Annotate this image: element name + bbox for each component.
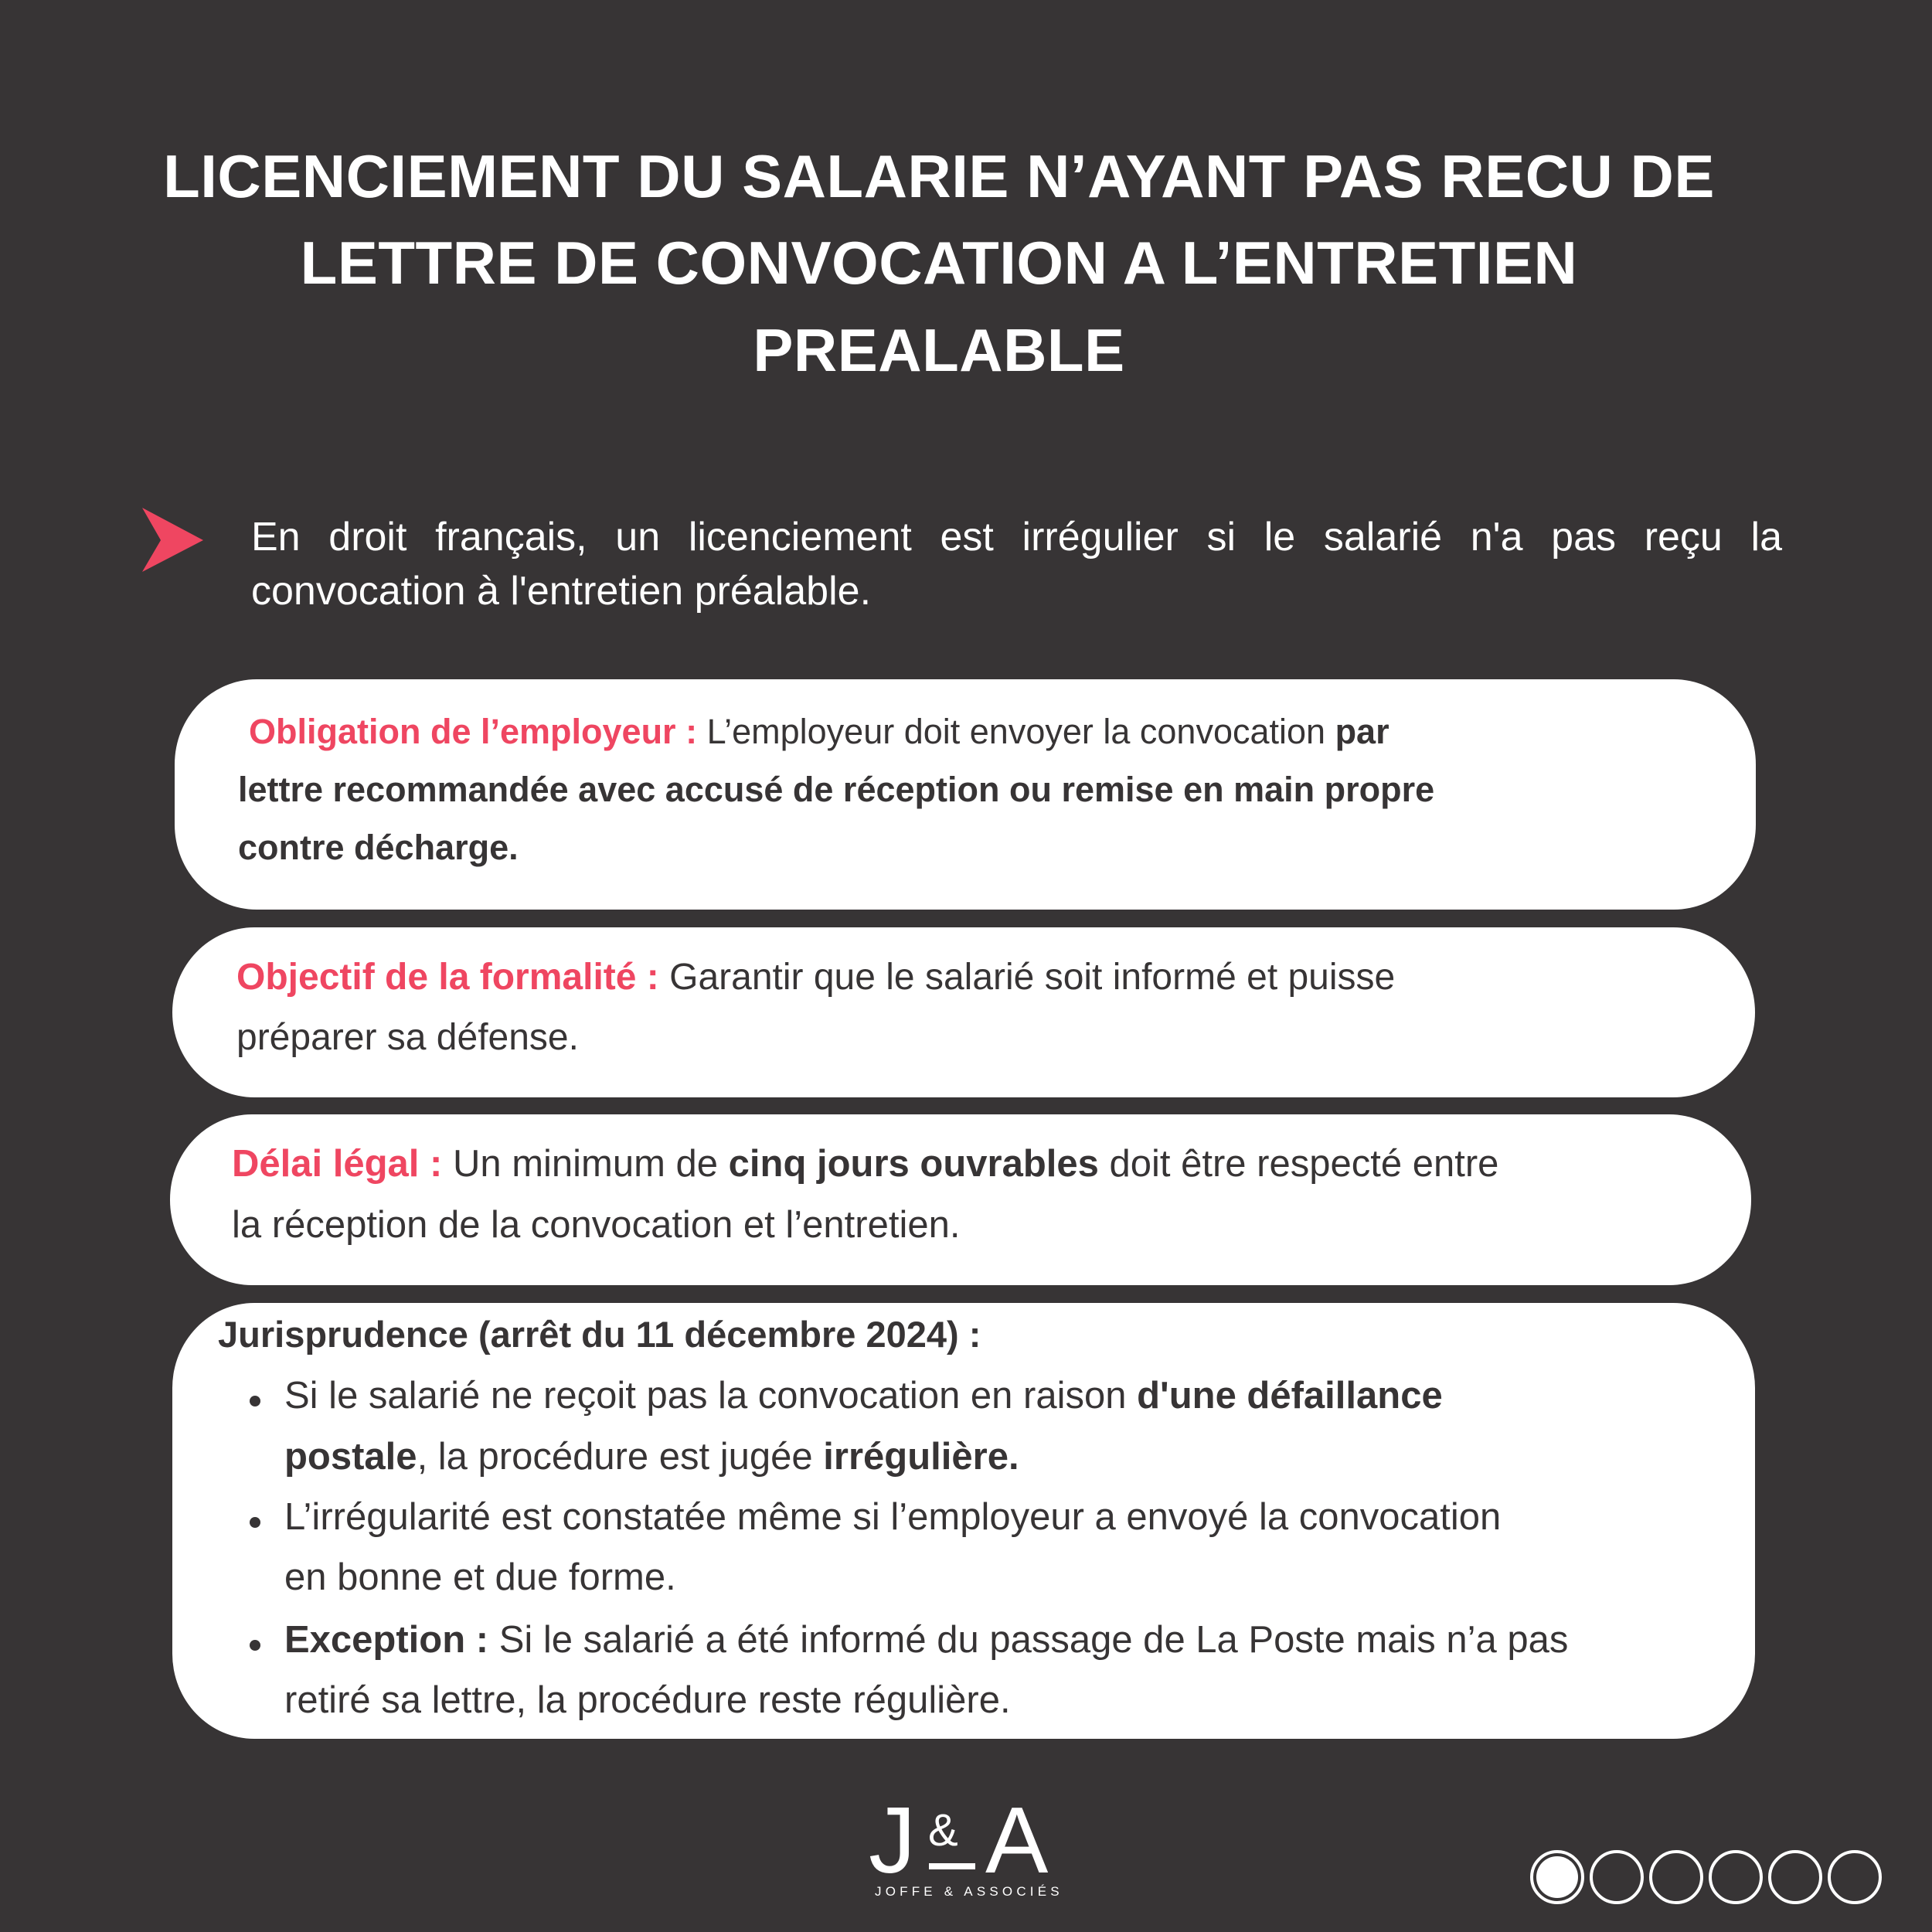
card-label: Délai légal : xyxy=(232,1143,443,1185)
page-dot-6[interactable] xyxy=(1828,1850,1882,1904)
card-line xyxy=(284,1438,1019,1476)
card-line xyxy=(236,959,1395,996)
page-dot-1-active[interactable] xyxy=(1530,1850,1584,1904)
card-bold-text: d'une défaillance xyxy=(1137,1375,1443,1417)
bullet-icon xyxy=(250,1640,260,1651)
card-bold-text: cinq jours ouvrables xyxy=(728,1143,1099,1185)
logo-ampersand: & xyxy=(928,1805,958,1855)
card-label: Jurisprudence (arrêt du 11 décembre 2024) : xyxy=(218,1314,981,1355)
card-label: Obligation de l’employeur : xyxy=(249,712,698,751)
title-line-3: PREALABLE xyxy=(753,316,1125,384)
page-dot-5[interactable] xyxy=(1768,1850,1822,1904)
card-text: préparer sa défense. xyxy=(236,1017,579,1058)
intro-text-line-2: convocation à l'entretien préalable. xyxy=(251,569,872,614)
bullet-icon xyxy=(250,1396,260,1406)
card-legal-delay xyxy=(170,1114,1751,1285)
card-bold-text: postale xyxy=(284,1436,417,1478)
card-text: doit être respecté entre xyxy=(1098,1143,1499,1185)
card-formality-objective xyxy=(172,927,1755,1097)
card-label: Objectif de la formalité : xyxy=(236,957,659,998)
logo-company-name: JOFFE & ASSOCIÉS xyxy=(875,1884,1063,1899)
page-dot-4[interactable] xyxy=(1709,1850,1763,1904)
card-bold-text: contre décharge. xyxy=(238,828,519,867)
card-employer-obligation xyxy=(175,679,1756,910)
pagination-dots xyxy=(1530,1850,1882,1904)
company-logo xyxy=(858,1787,1074,1909)
card-bold-text: irrégulière. xyxy=(823,1436,1019,1478)
bullet-icon xyxy=(250,1517,260,1528)
card-text: L’irrégularité est constatée même si l’employeur a envoyé la convocation xyxy=(284,1496,1502,1538)
card-bold-text: par xyxy=(1335,712,1389,751)
card-bold-text: lettre recommandée avec accusé de réception ou remise en main propre xyxy=(238,770,1435,809)
page-dot-3[interactable] xyxy=(1649,1850,1703,1904)
card-text: , la procédure est jugée xyxy=(417,1436,824,1478)
card-text: Si le salarié a été informé du passage de La Poste mais n’a pas xyxy=(488,1619,1569,1661)
card-text: la réception de la convocation et l’entretien. xyxy=(232,1204,961,1246)
card-bold-text: Exception : xyxy=(284,1619,489,1661)
intro-text-line-1: En droit français, un licenciement est irrégulier si le salarié n'a pas reçu la xyxy=(251,515,1782,560)
card-text: en bonne et due forme. xyxy=(284,1556,676,1598)
card-line xyxy=(232,1145,1498,1183)
chevron-right-arrow-icon xyxy=(139,504,209,577)
card-case-law xyxy=(172,1303,1755,1739)
card-line xyxy=(284,1377,1443,1415)
card-text: Garantir que le salarié soit informé et puisse xyxy=(658,957,1396,998)
card-text: Si le salarié ne reçoit pas la convocation en raison xyxy=(284,1375,1138,1417)
title-line-2: LETTRE DE CONVOCATION A L’ENTRETIEN xyxy=(300,229,1578,297)
logo-letter-a: A xyxy=(985,1787,1049,1893)
card-line xyxy=(249,714,1389,749)
title-line-1: LICENCIEMENT DU SALARIE N’AYANT PAS RECU DE xyxy=(163,142,1715,210)
card-text: Un minimum de xyxy=(442,1143,729,1185)
page-dot-2[interactable] xyxy=(1590,1850,1644,1904)
card-text: L’employeur doit envoyer la convocation xyxy=(697,712,1335,751)
active-dot-fill xyxy=(1536,1856,1578,1898)
logo-letter-j: J xyxy=(869,1787,916,1893)
card-text: retiré sa lettre, la procédure reste régulière. xyxy=(284,1679,1011,1721)
logo-underline xyxy=(929,1863,975,1869)
card-line xyxy=(284,1621,1568,1659)
